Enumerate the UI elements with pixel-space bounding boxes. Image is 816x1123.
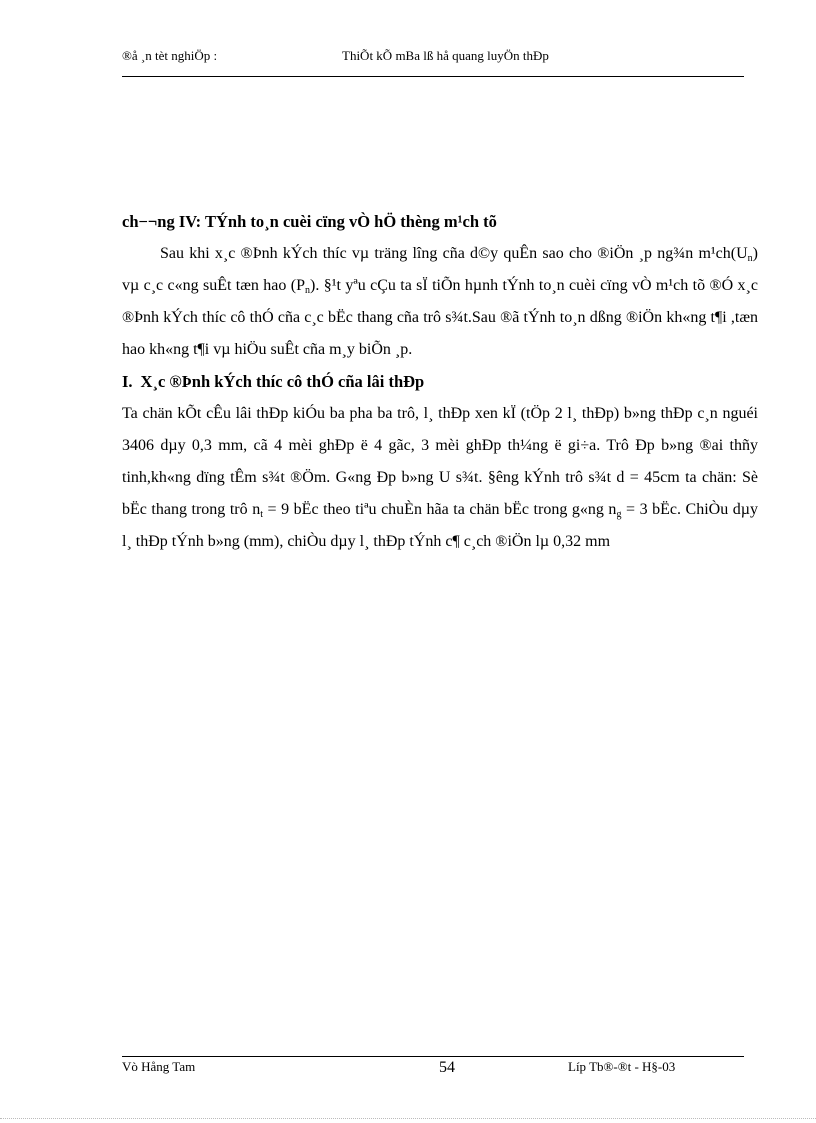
page-body bbox=[122, 206, 758, 558]
header-document-type: ®å ¸n tèt nghiÖp : bbox=[122, 48, 218, 63]
footer-author: Vò Hång Tam bbox=[122, 1059, 196, 1074]
footer-divider bbox=[122, 1056, 744, 1057]
chapter-heading bbox=[122, 206, 758, 238]
intro-text-1: Sau khi x¸c ®Þnh kÝch thíc vµ träng lîng cña d©y quÊn sao cho ®iÖn ¸p ng¾n m¹ch(U bbox=[160, 245, 748, 262]
section-subscript-2: g bbox=[616, 509, 622, 520]
section-number: I. bbox=[122, 372, 133, 391]
intro-subscript-2: n bbox=[305, 285, 310, 296]
header-divider bbox=[122, 76, 744, 77]
section-paragraph bbox=[122, 398, 758, 558]
section-title: X¸c ®Þnh kÝch thíc cô thÓ cña lâi thÐp bbox=[140, 372, 425, 391]
page-header bbox=[122, 48, 744, 70]
intro-text-3: ). §¹t yªu cÇu ta sÏ tiÕn hµnh tÝnh to¸n cuèi cïng vÒ m¹ch tõ ®Ó x¸c ®Þnh kÝch thíc cô thÓ cña c¸c bËc thang cña trô s¾t.Sau ®ã tÝnh to¸n dßng ®iÖn kh«ng t¶i ,tæn hao kh«ng t¶i vµ hiÖu suÊt cña m¸y biÕn ¸p. bbox=[122, 277, 758, 358]
intro-subscript-1: n bbox=[747, 253, 753, 264]
page-edge-divider bbox=[0, 1118, 816, 1119]
page-footer bbox=[122, 1059, 744, 1081]
section-text-3: = 3 bËc. ChiÒu dµy l¸ thÐp tÝnh b»ng (mm), chiÒu dµy l¸ thÐp tÝnh c¶ c¸ch ®iÖn lµ 0,32 mm bbox=[122, 501, 759, 550]
chapter-label: ch−¬ng bbox=[122, 212, 175, 231]
chapter-title: TÝnh to¸n cuèi cïng vÒ hÖ thèng m¹ch tõ bbox=[205, 212, 497, 231]
section-text-1: Ta chän kÕt cÊu lâi thÐp kiÓu ba pha ba trô, l¸ thÐp xen kÏ (tÖp 2 l¸ thÐp) b»ng thÐp c¸n nguéi 3406 dµy 0,3 mm, cã 4 mèi ghÐp ë 4 gãc, 3 mèi ghÐp th¼ng ë gi÷a. Trô Ðp b»ng ®ai thñy tinh,kh«ng dïng tÊm s¾t ®Öm. G«ng Ðp b»ng U s¾t. §êng kÝnh trô s¾t d = 45cm ta chän: Sè bËc thang trong trô n bbox=[122, 405, 758, 518]
header-document-title: ThiÕt kÕ mBa lß hå quang luyÖn thÐp bbox=[342, 48, 549, 63]
page-number: 54 bbox=[439, 1059, 455, 1076]
chapter-number: IV: bbox=[178, 212, 202, 231]
section-text-2: = 9 bËc theo tiªu chuÈn hãa ta chän bËc trong g«ng n bbox=[262, 501, 617, 518]
intro-text-2: ) vµ c¸c c«ng suÊt tæn hao (P bbox=[122, 245, 758, 294]
section-heading bbox=[122, 366, 758, 398]
intro-paragraph bbox=[122, 238, 758, 366]
footer-class: Líp Tb®-®t - H§-03 bbox=[568, 1059, 676, 1074]
section-subscript-1: t bbox=[260, 509, 263, 520]
